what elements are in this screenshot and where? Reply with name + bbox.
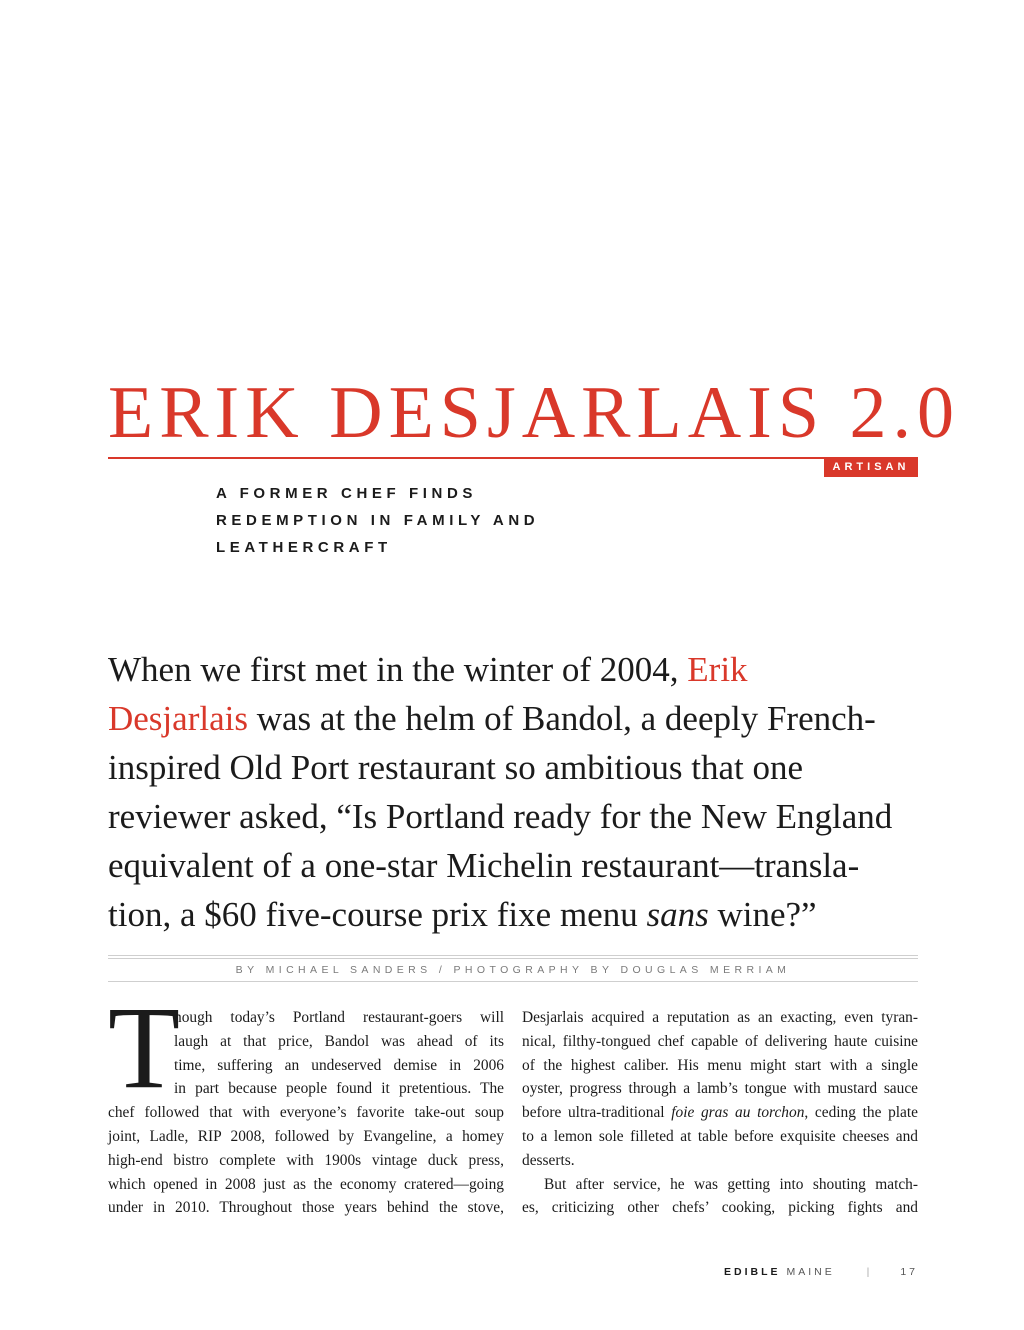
section-tag: ARTISAN: [824, 458, 918, 477]
credit-rule-top: [108, 955, 918, 956]
body-line: desserts.: [522, 1151, 575, 1169]
body-column-right: [522, 1006, 918, 1220]
lede-line: [108, 890, 928, 939]
body-line: joint, Ladle, RIP 2008, followed by Evangeline, a homey: [108, 1127, 504, 1145]
page-number: 17: [900, 1266, 918, 1278]
subtitle-line: A FORMER CHEF FINDS: [216, 485, 478, 502]
subtitle-line: LEATHERCRAFT: [216, 539, 392, 556]
lede-line: reviewer asked, “Is Portland ready for the New England: [108, 797, 893, 836]
lede-text: wine?”: [708, 895, 817, 934]
lede-line: equivalent of a one-star Michelin restaurant—transla-: [108, 846, 860, 885]
title-rule: [108, 457, 918, 459]
footer-brand: EDIBLE: [724, 1266, 781, 1278]
drop-cap: T: [108, 982, 181, 1113]
subtitle-line: REDEMPTION IN FAMILY AND: [216, 512, 540, 529]
body-line: time, suffering an undeserved demise in 2006: [174, 1056, 504, 1074]
body-line: chef followed that with everyone’s favorite take-out soup: [108, 1104, 504, 1122]
body-line: of the highest caliber. His menu might start with a single: [522, 1056, 918, 1074]
body-column-left: [108, 982, 504, 1220]
lede-text: When we first met in the winter of 2004,: [108, 650, 688, 689]
body-line: hough today’s Portland restaurant-goers will: [174, 1009, 504, 1026]
footer-region: MAINE: [786, 1266, 835, 1278]
lede-paragraph: [108, 645, 928, 939]
byline-credit: BY MICHAEL SANDERS / PHOTOGRAPHY BY DOUGLAS MERRIAM: [235, 964, 791, 976]
lede-text: tion, a $60 five-course prix fixe menu: [108, 895, 647, 934]
credit-rule-bottom: [108, 981, 918, 982]
footer-separator: |: [866, 1266, 873, 1278]
body-text: before ultra-traditional: [522, 1104, 672, 1122]
body-line: in part because people found it pretentious. The: [174, 1080, 504, 1098]
body-line: laugh at that price, Bandol was ahead of its: [174, 1032, 504, 1050]
body-line: to a lemon sole filleted at table before exquisite cheeses and: [522, 1127, 918, 1145]
body-text: , ceding the plate: [804, 1104, 918, 1122]
body-line: oyster, progress through a lamb’s tongue with mustard sauce: [522, 1080, 918, 1098]
lede-text: was at the helm of Bandol, a deeply French-: [247, 699, 876, 738]
subject-name-highlight: Erik: [687, 650, 748, 689]
body-line: which opened in 2008 just as the economy cratered—going: [108, 1175, 504, 1193]
lede-line: [108, 694, 928, 743]
subject-name-highlight: Desjarlais: [108, 699, 248, 738]
lede-line: inspired Old Port restaurant so ambitious that one: [108, 748, 804, 787]
body-line: nical, filthy-tongued chef capable of delivering haute cuisine: [522, 1032, 918, 1050]
credit-rule-top-inner: [108, 958, 918, 959]
article-title: ERIK DESJARLAIS 2.0: [108, 372, 960, 454]
article-subtitle: [216, 480, 636, 561]
body-line: Desjarlais acquired a reputation as an exacting, even tyran-: [522, 1009, 918, 1026]
body-line: es, criticizing other chefs’ cooking, picking fights and: [522, 1199, 918, 1217]
body-line: But after service, he was getting into shouting match-: [544, 1175, 918, 1193]
body-line: high-end bistro complete with 1900s vintage duck press,: [108, 1151, 504, 1169]
lede-line: [108, 645, 928, 694]
body-line: under in 2010. Throughout those years behind the stove,: [108, 1199, 504, 1217]
page-footer: [620, 1266, 918, 1282]
body-line: [522, 1101, 918, 1125]
body-emphasis: foie gras au torchon: [671, 1104, 805, 1122]
lede-emphasis: sans: [646, 895, 709, 934]
